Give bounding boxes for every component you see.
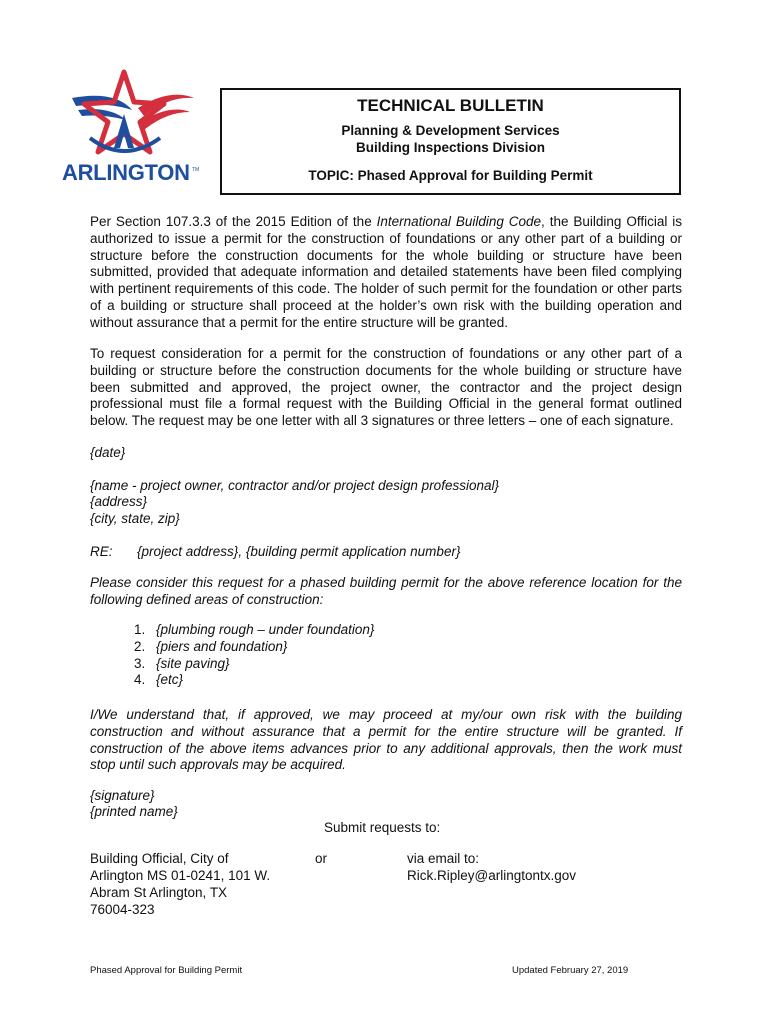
submit-heading: Submit requests to: [324, 820, 441, 835]
footer-updated-date: Updated February 27, 2019 [512, 965, 629, 976]
code-title: International Building Code [376, 214, 542, 229]
or-separator: or [315, 851, 328, 866]
mail-address-line: Building Official, City of [90, 851, 229, 866]
logo-wordmark: ARLINGTON [62, 160, 190, 185]
name-placeholder: {name - project owner, contractor and/or project design professional} [90, 478, 499, 493]
mail-address-line: Arlington MS 01-0241, 101 W. [90, 868, 271, 883]
arlington-logo [60, 68, 202, 186]
bulletin-header-box [220, 88, 681, 195]
request-paragraph: To request consideration for a permit for the construction of foundations or any other part of a building or structure before the construction documents for the whole building or structure have been submitted and approved, the project owner, the contractor and the project design professional must file a formal request with the Building Official in the general format outlined below. The request may be one letter with all 3 signatures or three letters – one of each signature. [90, 346, 682, 429]
list-item: 3. {site paving} [134, 655, 230, 671]
intro-paragraph: Per Section 107.3.3 of the 2015 Edition of the International Building Code, the Building Official is authorized to issue a permit for the construction of foundations or any other part of a building or structure before the construction documents for the whole building or structure have been submitted, provided that adequate information and detailed statements have been filed complying with pertinent requirements of this code. The holder of such permit for the foundation or other parts of a building or structure shall proceed at the holder’s own risk with the building operation and without assurance that a permit for the entire structure will be granted. [90, 214, 682, 330]
signature-placeholder: {signature} [90, 788, 155, 803]
mail-address-line: 76004-323 [90, 902, 155, 917]
email-label: via email to: [407, 851, 480, 866]
mail-address-line: Abram St Arlington, TX [90, 885, 228, 900]
bulletin-topic: TOPIC: Phased Approval for Building Permit [308, 168, 593, 183]
division-name: Building Inspections Division [355, 140, 545, 155]
list-item: 2. {piers and foundation} [134, 638, 288, 654]
footer-document-title: Phased Approval for Building Permit [90, 965, 243, 976]
re-value: {project address}, {building permit application number} [137, 544, 461, 559]
list-item: 4. {etc} [134, 672, 184, 688]
bulletin-title: TECHNICAL BULLETIN [357, 96, 544, 115]
request-text: Please consider this request for a phased building permit for the above reference location for the following defined areas of construction: [90, 575, 682, 607]
svg-text:TM: TM [192, 167, 200, 173]
city-placeholder: {city, state, zip} [90, 511, 180, 526]
email-link[interactable]: Rick.Ripley@arlingtontx.gov [407, 868, 577, 883]
address-placeholder: {address} [90, 494, 148, 509]
construction-areas-list [134, 622, 374, 689]
re-label: RE: [90, 544, 113, 559]
list-item: 1. {plumbing rough – under foundation} [134, 622, 375, 637]
printed-name-placeholder: {printed name} [90, 804, 178, 819]
star-logo-icon [60, 68, 202, 186]
understanding-paragraph: I/We understand that, if approved, we may proceed at my/our own risk with the building construction and without assurance that a permit for the entire structure will be granted. If construction of the above items advances prior to any additional approvals, then the work must stop until such approvals may be acquired. [90, 707, 682, 773]
department-name: Planning & Development Services [341, 123, 560, 138]
date-placeholder: {date} [90, 445, 126, 460]
